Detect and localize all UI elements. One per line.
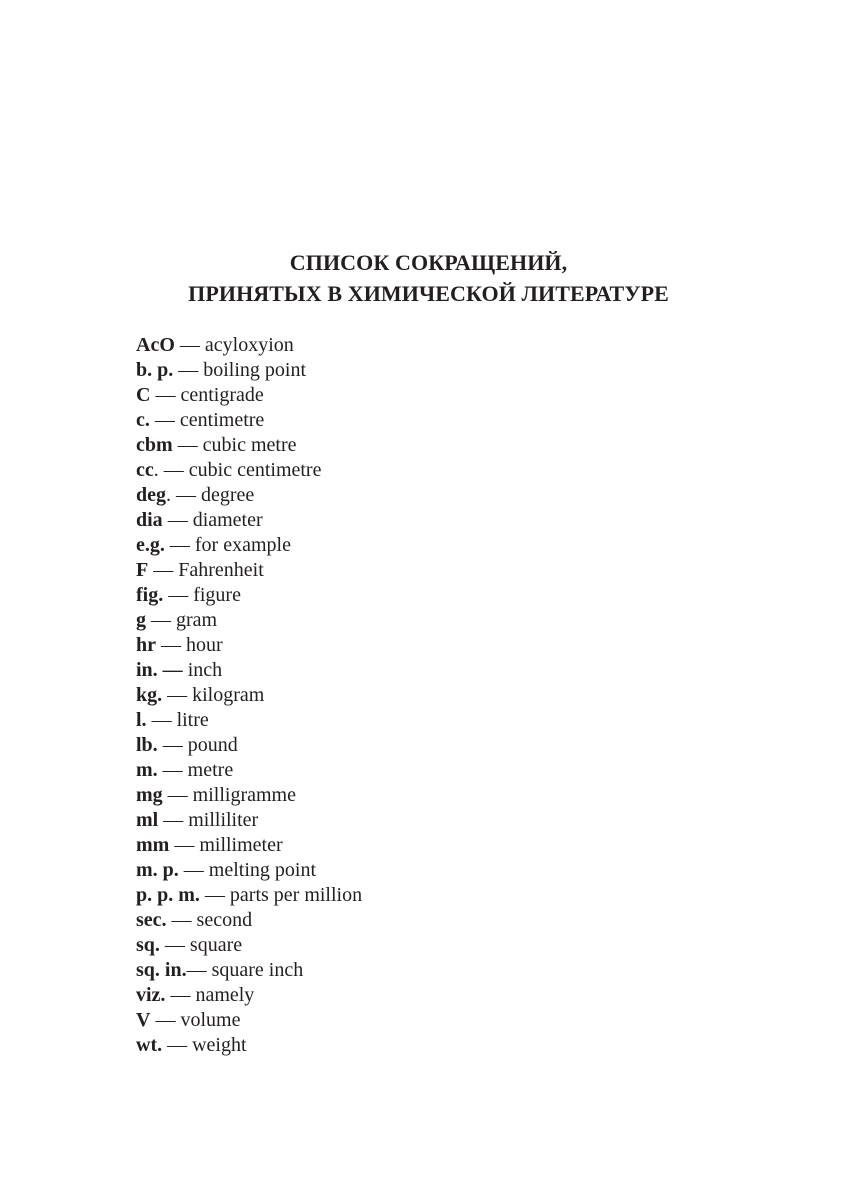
abbreviation-definition: — milliliter xyxy=(158,809,259,831)
abbreviation-term: b. p. xyxy=(136,359,174,381)
abbreviation-entry xyxy=(136,583,362,608)
abbreviation-definition: — centimetre xyxy=(149,409,265,431)
abbreviation-term: g xyxy=(136,609,146,631)
abbreviation-term: m. xyxy=(136,759,158,781)
abbreviation-definition: — boiling point xyxy=(173,359,307,381)
abbreviation-definition: — square xyxy=(159,934,243,956)
abbreviation-term: fig. xyxy=(136,584,164,606)
abbreviation-entry xyxy=(136,783,362,808)
page-title-line-2: ПРИНЯТЫХ В ХИМИЧЕСКОЙ ЛИТЕРАТУРЕ xyxy=(188,281,669,306)
abbreviation-definition: — namely xyxy=(165,984,255,1006)
abbreviation-definition: — kilogram xyxy=(162,684,265,706)
abbreviation-definition: — Fahrenheit xyxy=(148,559,264,581)
abbreviation-definition: — milligramme xyxy=(162,784,296,806)
abbreviation-term: e.g. xyxy=(136,534,165,556)
abbreviation-definition: — litre xyxy=(146,709,209,731)
abbreviation-term: l. xyxy=(136,709,147,731)
abbreviation-entry xyxy=(136,383,362,408)
abbreviation-entry xyxy=(136,983,362,1008)
abbreviation-term: C xyxy=(136,384,151,406)
abbreviation-term: in. — xyxy=(136,659,183,681)
abbreviation-term: cbm xyxy=(136,434,173,456)
abbreviation-entry xyxy=(136,408,362,433)
abbreviation-term: mm xyxy=(136,834,170,856)
abbreviation-definition: — parts per million xyxy=(199,884,363,906)
abbreviation-term: m. p. xyxy=(136,859,179,881)
abbreviation-entry xyxy=(136,633,362,658)
abbreviation-entry xyxy=(136,433,362,458)
abbreviation-term: F xyxy=(136,559,149,581)
abbreviation-term: p. p. m. xyxy=(136,884,200,906)
abbreviation-definition: — diameter xyxy=(162,509,263,531)
abbreviation-term: deg xyxy=(136,484,166,506)
abbreviation-definition: — gram xyxy=(146,609,218,631)
abbreviation-entry xyxy=(136,758,362,783)
abbreviation-term: kg. xyxy=(136,684,163,706)
abbreviation-entry xyxy=(136,558,362,583)
abbreviation-definition: . — cubic centimetre xyxy=(153,459,322,481)
abbreviation-entry xyxy=(136,458,362,483)
abbreviation-definition: — square inch xyxy=(186,959,304,981)
abbreviation-term: wt. xyxy=(136,1034,163,1056)
abbreviation-entry xyxy=(136,533,362,558)
abbreviation-entry xyxy=(136,808,362,833)
abbreviation-term: sq. in. xyxy=(136,959,187,981)
abbreviation-entry xyxy=(136,508,362,533)
abbreviation-entry xyxy=(136,733,362,758)
abbreviation-definition: — volume xyxy=(150,1009,241,1031)
abbreviation-list xyxy=(136,333,362,1058)
abbreviation-definition: — hour xyxy=(156,634,223,656)
abbreviation-entry xyxy=(136,658,362,683)
abbreviation-entry xyxy=(136,933,362,958)
abbreviation-definition: — for example xyxy=(164,534,291,556)
abbreviation-term: sq. xyxy=(136,934,160,956)
abbreviation-definition: — melting point xyxy=(178,859,317,881)
abbreviation-definition: inch xyxy=(182,659,223,681)
abbreviation-term: AcO xyxy=(136,334,175,356)
abbreviation-entry xyxy=(136,883,362,908)
abbreviation-entry xyxy=(136,858,362,883)
abbreviation-entry xyxy=(136,1033,362,1058)
abbreviation-entry xyxy=(136,333,362,358)
abbreviation-definition: . — degree xyxy=(166,484,255,506)
abbreviation-term: c. xyxy=(136,409,150,431)
abbreviation-definition: — cubic metre xyxy=(172,434,297,456)
abbreviation-definition: — metre xyxy=(157,759,234,781)
abbreviation-definition: — pound xyxy=(157,734,238,756)
abbreviation-term: lb. xyxy=(136,734,158,756)
abbreviation-term: sec. xyxy=(136,909,167,931)
abbreviation-term: cc xyxy=(136,459,154,481)
abbreviation-term: hr xyxy=(136,634,156,656)
abbreviation-entry xyxy=(136,958,362,983)
abbreviation-entry xyxy=(136,833,362,858)
abbreviation-entry xyxy=(136,608,362,633)
abbreviation-entry xyxy=(136,358,362,383)
abbreviation-entry xyxy=(136,908,362,933)
abbreviation-entry xyxy=(136,483,362,508)
abbreviation-term: mg xyxy=(136,784,163,806)
abbreviation-term: dia xyxy=(136,509,163,531)
page-title-line-1: СПИСОК СОКРАЩЕНИЙ, xyxy=(289,250,568,275)
abbreviation-definition: — centigrade xyxy=(150,384,264,406)
abbreviation-entry xyxy=(136,708,362,733)
abbreviation-definition: — figure xyxy=(163,584,241,606)
abbreviation-term: viz. xyxy=(136,984,166,1006)
abbreviation-definition: — weight xyxy=(162,1034,247,1056)
abbreviation-entry xyxy=(136,1008,362,1033)
abbreviation-definition: — second xyxy=(166,909,253,931)
abbreviation-term: V xyxy=(136,1009,151,1031)
abbreviation-definition: — acyloxyion xyxy=(174,334,294,356)
abbreviation-entry xyxy=(136,683,362,708)
abbreviation-definition: — millimeter xyxy=(169,834,283,856)
page-title xyxy=(0,247,857,309)
abbreviation-term: ml xyxy=(136,809,159,831)
